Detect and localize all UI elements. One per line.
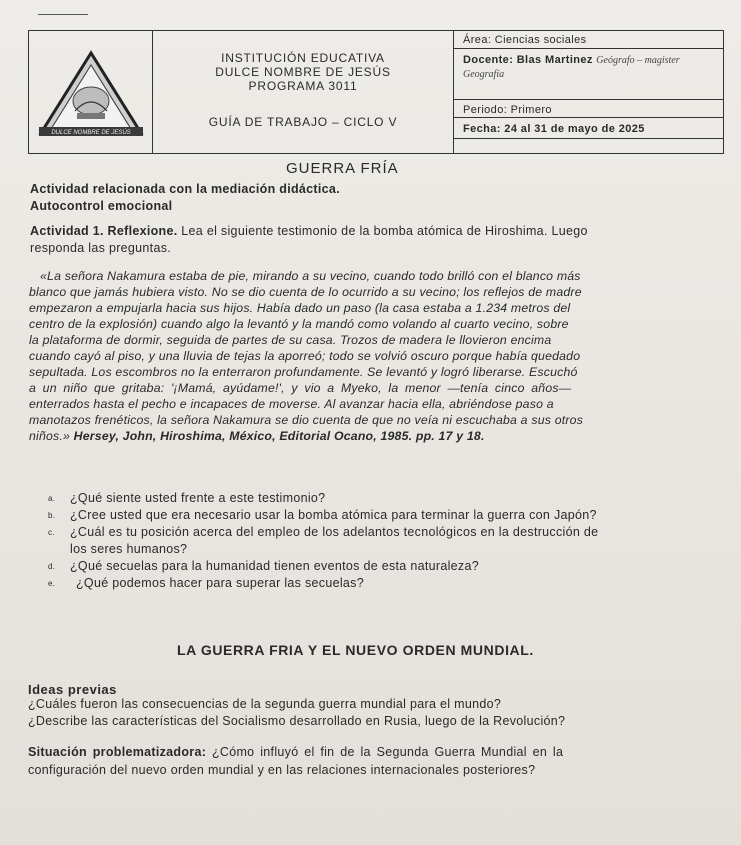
teacher-title: Geógrafo – magister	[596, 55, 680, 66]
question-item-continued: los seres humanos?	[70, 542, 188, 556]
question-item: e. ¿Qué podemos hacer para superar las secuelas?	[48, 576, 364, 590]
quote-line: la plataforma de dormir, seguida de partes de su casa. Trozos de madera le llovieron encima	[29, 333, 552, 347]
top-rule	[38, 14, 88, 15]
school-logo-cell	[29, 31, 153, 153]
situation-label: Situación problematizadora:	[28, 745, 207, 759]
period-row: Periodo: Primero	[454, 101, 724, 118]
quote-line: «La señora Nakamura estaba de pie, mirando a su vecino, cuando todo brilló con el blanco más	[40, 269, 581, 283]
question-item: b. ¿Cree usted que era necesario usar la bomba atómica para terminar la guerra con Japón?	[48, 508, 597, 522]
activity-related: Actividad relacionada con la mediación didáctica.	[30, 182, 340, 196]
quote-line: a un niño que gritaba: '¡Mamá, ayúdame!', y vio a Myeko, la menor —tenía cinco años—	[29, 381, 572, 395]
teacher-name: Docente: Blas Martinez	[463, 54, 593, 66]
logo-text: DULCE NOMBRE DE JESÚS	[51, 130, 131, 136]
school-name: DULCE NOMBRE DE JESÚS	[215, 65, 391, 79]
teacher-row	[454, 50, 724, 100]
school-logo-icon	[29, 31, 152, 153]
quote-line: manotazos frenéticos, la señora Nakamura se dio cuenta de que no veía ni escuchaba a sus otros	[29, 413, 584, 427]
idea-item: ¿Describe las características del Socialismo desarrollado en Rusia, luego de la Revolución?	[28, 714, 566, 728]
date-row: Fecha: 24 al 31 de mayo de 2025	[454, 119, 724, 139]
institution-name: INSTITUCIÓN EDUCATIVA	[221, 51, 385, 65]
activity1-line1: Actividad 1. Reflexione. Lea el siguiente testimonio de la bomba atómica de Hiroshima. Luego	[30, 224, 588, 238]
citation: Hersey, John, Hiroshima, México, Editorial Ocano, 1985. pp. 17 y 18.	[70, 429, 485, 443]
ideas-label: Ideas previas	[28, 682, 117, 697]
info-cell	[454, 31, 724, 153]
program-name: PROGRAMA 3011	[248, 79, 358, 93]
question-item: c. ¿Cuál es tu posición acerca del empleo de los adelantos tecnológicos en la destrucción de	[48, 525, 599, 539]
situation-line1: Situación problematizadora: ¿Cómo influyó el fin de la Segunda Guerra Mundial en la	[28, 745, 564, 759]
situation-line2: configuración del nuevo orden mundial y en las relaciones internacionales posteriores?	[28, 763, 536, 777]
quote-line: enterrados hasta el pecho e incapaces de moverse. Al avanzar hacia ella, abriéndose paso a	[29, 397, 554, 411]
subject-name: Geografía	[463, 69, 505, 80]
header-table	[28, 30, 724, 154]
page-title: GUERRA FRÍA	[286, 160, 399, 177]
autocontrol-label: Autocontrol emocional	[30, 199, 173, 213]
question-item: a. ¿Qué siente usted frente a este testimonio?	[48, 491, 326, 505]
section-title: LA GUERRA FRIA Y EL NUEVO ORDEN MUNDIAL.	[177, 642, 534, 658]
quote-line: empezaron a empujarla hacia sus hijos. Había dado un paso (la casa estaba a 1.234 metros del	[29, 301, 571, 315]
quote-line: blanco que jamás hubiera visto. No se dio cuenta de lo ocurrido a su vecino; los reflejos de madre	[29, 285, 582, 299]
question-item: d. ¿Qué secuelas para la humanidad tienen eventos de esta naturaleza?	[48, 559, 479, 573]
quote-last-line: niños.» Hersey, John, Hiroshima, México, Editorial Ocano, 1985. pp. 17 y 18.	[29, 429, 485, 443]
quote-line: sepultada. Los escombros no la enterraron profundamente. Se levantó y logró liberarse. Escuchó	[29, 365, 578, 379]
idea-item: ¿Cuáles fueron las consecuencias de la segunda guerra mundial para el mundo?	[28, 697, 502, 711]
guide-title: GUÍA DE TRABAJO – CICLO V	[208, 115, 398, 129]
institution-cell	[153, 31, 454, 153]
quote-line: cuando cayó al piso, y una lluvia de tejas la aporreó; todo se volvió oscuro porque había quedado	[29, 349, 581, 363]
activity1-label: Actividad 1. Reflexione.	[30, 224, 178, 238]
activity1-line2: responda las preguntas.	[30, 241, 172, 255]
quote-line: centro de la explosión) cuando algo la levantó y la mandó como volando al cuarto vecino, sobre	[29, 317, 569, 331]
area-row: Área: Ciencias sociales	[454, 31, 724, 49]
